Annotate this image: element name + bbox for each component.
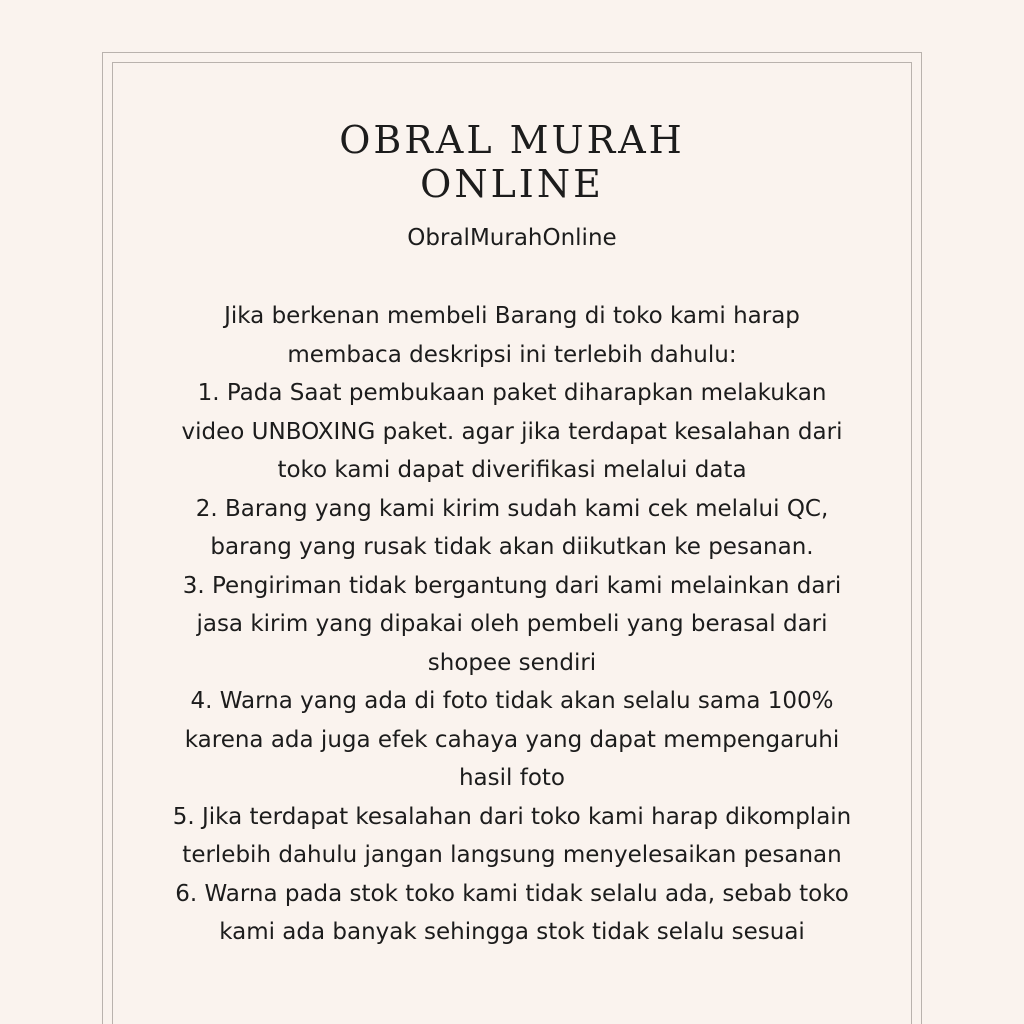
rule-2-line-1: 2. Barang yang kami kirim sudah kami cek melalui QC, xyxy=(195,495,829,522)
store-title-line-1: OBRAL MURAH xyxy=(339,118,685,162)
rule-item xyxy=(142,798,882,875)
rules-list xyxy=(142,374,882,952)
intro-line-1: Jika berkenan membeli Barang di toko kami harap xyxy=(224,303,800,329)
rule-2-line-2: barang yang rusak tidak akan diikutkan ke pesanan. xyxy=(210,534,814,560)
rule-4-line-2: karena ada juga efek cahaya yang dapat mempengaruhi xyxy=(184,726,840,753)
rule-5-line-1: 5. Jika terdapat kesalahan dari toko kami harap dikomplain xyxy=(172,803,852,830)
rule-5-line-2: terlebih dahulu jangan langsung menyelesaikan pesanan xyxy=(182,842,842,868)
rule-3-line-1: 3. Pengiriman tidak bergantung dari kami melainkan dari xyxy=(182,572,842,599)
store-handle: ObralMurahOnline xyxy=(407,225,617,251)
store-title-line-2: ONLINE xyxy=(420,162,604,206)
rule-6-line-1: 6. Warna pada stok toko kami tidak selalu ada, sebab toko xyxy=(175,880,849,907)
rule-item xyxy=(142,374,882,490)
rule-4-line-1: 4. Warna yang ada di foto tidak akan selalu sama 100% xyxy=(190,688,834,714)
rule-1-line-2: video UNBOXING paket. agar jika terdapat kesalahan dari xyxy=(181,418,843,445)
rule-3-line-3: shopee sendiri xyxy=(427,649,597,676)
intro-line-2: membaca deskripsi ini terlebih dahulu: xyxy=(287,341,737,368)
rule-item xyxy=(142,490,882,567)
content-area xyxy=(112,118,912,952)
rule-item xyxy=(142,875,882,952)
rule-1-line-3: toko kami dapat diverifikasi melalui data xyxy=(277,457,747,483)
rule-item xyxy=(142,682,882,798)
rule-item xyxy=(142,567,882,683)
store-title xyxy=(112,118,912,206)
rule-1-line-1: 1. Pada Saat pembukaan paket diharapkan melakukan xyxy=(197,380,827,406)
rule-6-line-2: kami ada banyak sehingga stok tidak selalu sesuai xyxy=(219,919,805,945)
rule-4-line-3: hasil foto xyxy=(458,765,565,791)
description-text xyxy=(112,297,912,952)
rule-3-line-2: jasa kirim yang dipakai oleh pembeli yang berasal dari xyxy=(196,611,828,637)
